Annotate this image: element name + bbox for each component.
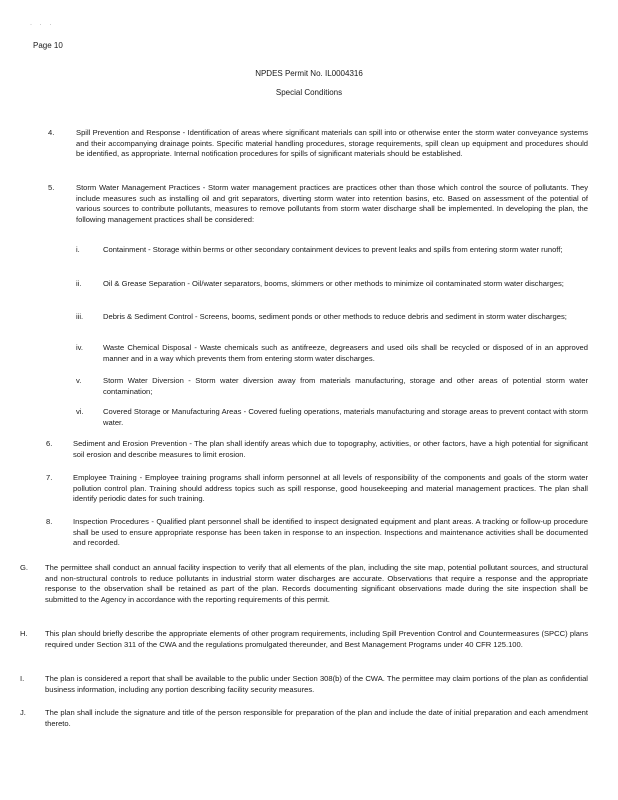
item-number: 4. — [48, 128, 55, 137]
scan-artifact: · · · — [30, 22, 55, 28]
paragraph-letter: H. — [20, 629, 28, 638]
paragraph-text: The plan shall include the signature and title of the person responsible for preparation of the plan and include the date of initial preparation and each amendment thereto. — [45, 708, 588, 728]
subitem-text: Containment - Storage within berms or other secondary containment devices to prevent leaks and spills from entering storm water runoff; — [103, 245, 563, 254]
item-number: 7. — [46, 473, 53, 482]
paragraph-letter: I. — [20, 674, 25, 683]
paragraph-text: The plan is considered a report that shall be available to the public under Section 308(b) of the CWA. The permittee may claim portions of the plan as confidential business information, including any portion describing facility security measures. — [45, 674, 588, 694]
subitem-number: iv. — [76, 343, 84, 352]
item-number: 6. — [46, 439, 53, 448]
section-title: Special Conditions — [275, 88, 343, 97]
subitem-text: Debris & Sediment Control - Screens, booms, sediment ponds or other methods to reduce debris and sediment in storm water discharges; — [103, 312, 567, 321]
item-text: Inspection Procedures - Qualified plant personnel shall be identified to inspect designated equipment and plant areas. A tracking or follow-up procedure shall be used to ensure appropriate response has been taken in response to an inspection. Inspections and maintenance activities shall be documented and recorded. — [73, 517, 588, 548]
paragraph-text: The permittee shall conduct an annual facility inspection to verify that all elements of the plan, including the site map, potential pollutant sources, and structural and non-structural controls to reduce pollutants in industrial storm water discharges are accurate. Observations that require a response and the appropriate response to the observation shall be retained as part of the plan. Records documenting significant observations made during the site inspection shall be submitted to the Agency in accordance with the reporting requirements of this permit. — [45, 563, 588, 604]
subitem-number: vi. — [76, 407, 84, 416]
subitem-text: Waste Chemical Disposal - Waste chemicals such as antifreeze, degreasers and used oils shall be recycled or disposed of in an approved manner and in a way which prevents them from entering storm water discharges. — [103, 343, 588, 363]
subitem-number: i. — [76, 245, 80, 254]
paragraph-text: This plan should briefly describe the appropriate elements of other program requirements, including Spill Prevention Control and Countermeasures (SPCC) plans required under Section 311 of the CWA and the regulations promulgated thereunder, and Best Management Programs under 40 CFR 125.100. — [45, 629, 588, 649]
subitem-number: iii. — [76, 312, 84, 321]
item-number: 5. — [48, 183, 55, 192]
item-text: Sediment and Erosion Prevention - The plan shall identify areas which due to topography, activities, or other factors, have a high potential for significant soil erosion and describe measures to limit erosion. — [73, 439, 588, 459]
paragraph-letter: G. — [20, 563, 29, 572]
item-text: Spill Prevention and Response - Identification of areas where significant materials can spill into or otherwise enter the storm water conveyance systems and their accompanying drainage points. Specific material handling procedures, storage requirements, spill clean up equipment and procedures should be identified, as appropriate. Internal notification procedures for spills of significant materials should be established. — [76, 128, 588, 159]
item-text: Employee Training - Employee training programs shall inform personnel at all levels of responsibility of the components and goals of the storm water pollution control plan. Training should address topics such as spill response, good housekeeping and material management practices. The plan shall identify periodic dates for such training. — [73, 473, 588, 504]
paragraph-letter: J. — [20, 708, 26, 717]
page-label: Page 10 — [33, 41, 63, 50]
subitem-number: ii. — [76, 279, 82, 288]
subitem-number: v. — [76, 376, 82, 385]
permit-title: NPDES Permit No. IL0004316 — [255, 69, 363, 78]
item-text: Storm Water Management Practices - Storm water management practices are practices other than those which control the source of pollutants. They include measures such as installing oil and grit separators, diverting storm water into retention basins, etc. Based on assessment of the potential of various sources to contribute pollutants, measures to remove pollutants from storm water discharge shall be implemented. In developing the plan, the following management practices shall be considered: — [76, 183, 588, 224]
subitem-text: Covered Storage or Manufacturing Areas - Covered fueling operations, materials manufacturing and storage areas to prevent contact with storm water. — [103, 407, 588, 427]
subitem-text: Oil & Grease Separation - Oil/water separators, booms, skimmers or other methods to minimize oil contaminated storm water discharges; — [103, 279, 564, 288]
subitem-text: Storm Water Diversion - Storm water diversion away from materials manufacturing, storage and other areas of potential storm water contamination; — [103, 376, 588, 396]
item-number: 8. — [46, 517, 53, 526]
